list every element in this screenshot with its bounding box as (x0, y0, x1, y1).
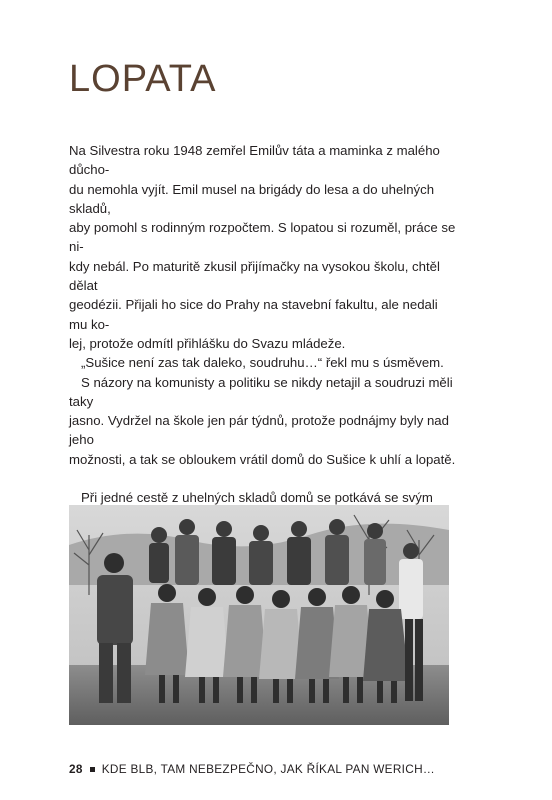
text-line: Při jedné cestě z uhelných skladů domů se potkává se svým (81, 490, 433, 506)
class-photo-image (69, 505, 449, 725)
text-line: du nemohla vyjít. Emil musel na brigády do lesa a do uhelných skladů, (69, 181, 435, 216)
chapter-title: LOPATA (69, 58, 217, 100)
text-line: jasno. Vydržel na škole jen pár týdnů, protože podnájmy byly nad jeho (69, 413, 449, 448)
page-number: 28 (69, 762, 83, 776)
text-line: S názory na komunisty a politiku se nikdy netajil a soudruzi měli taky (69, 374, 453, 409)
book-title: KDE BLB, TAM NEBEZPEČNO, JAK ŘÍKAL PAN WERICH… (101, 762, 435, 776)
paragraph (69, 353, 456, 372)
text-line: „Sušice není zas tak daleko, soudruhu…“ řekl mu s úsměvem. (81, 355, 444, 371)
paragraph (69, 141, 456, 353)
text-line: možnosti, a tak se obloukem vrátil domů do Sušice k uhlí a lopatě. (69, 451, 456, 467)
text-line: aby pomohl s rodinným rozpočtem. S lopatou si rozuměl, práce se ni- (69, 220, 456, 255)
square-bullet-icon (90, 767, 95, 772)
paragraph (69, 373, 456, 469)
text-line: lej, protože odmítl přihlášku do Svazu mládeže. (69, 335, 346, 351)
page-footer (69, 762, 435, 776)
text-line: kdy nebál. Po maturitě zkusil přijímačky na vysokou školu, chtěl dělat (69, 258, 440, 294)
text-line: Na Silvestra roku 1948 zemřel Emilův táta a maminka z malého důcho- (69, 143, 440, 178)
text-line: geodézii. Přijali ho sice do Prahy na stavební fakultu, ale nedali mu ko- (69, 297, 438, 332)
person (149, 527, 169, 583)
